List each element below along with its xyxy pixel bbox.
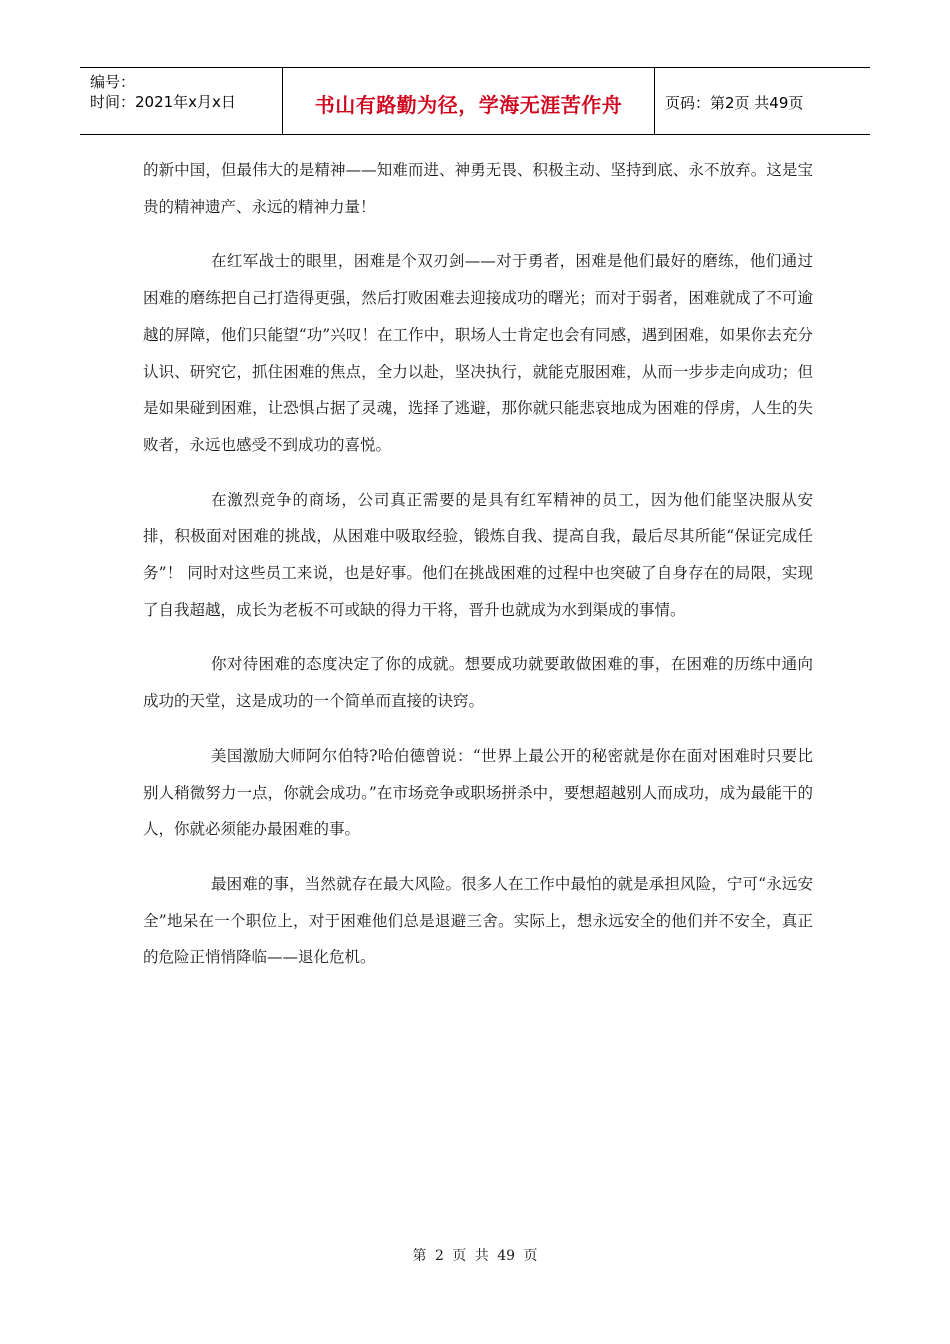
header-motto: 书山有路勤为径，学海无涯苦作舟 [282,68,655,134]
paragraph: 你对待困难的态度决定了你的成就。想要成功就要敢做困难的事，在困难的历练中通向成功的天堂，这是成功的一个简单而直接的诀窍。 [143,655,813,711]
document-number-label: 编号： [90,73,136,91]
document-time-label: 时间：2021年x月x日 [90,93,236,111]
paragraph: 最困难的事，当然就存在最大风险。很多人在工作中最怕的就是承担风险，宁可“永远安全”地呆在一个职位上，对于困难他们总是退避三舍。实际上，想永远安全的他们并不安全，真正的危险正悄悄降临——退化危机。 [143,874,813,967]
page-footer: 第 2 页 共 49 页 [412,1248,538,1264]
document-header [80,67,870,135]
paragraph: 在激烈竞争的商场，公司真正需要的是具有红军精神的员工，因为他们能坚决服从安排，积极面对困难的挑战，从困难中吸取经验，锻炼自我、提高自我，最后尽其所能“保证完成任务”！ 同时对这些员工来说，也是好事。他们在挑战困难的过程中也突破了自身存在的局限，实现了自我超越，成长为老板不可或缺的得力干将，晋升也就成为水到渠成的事情。 [143,490,813,619]
paragraph: 美国激励大师阿尔伯特?哈伯德曾说：“世界上最公开的秘密就是你在面对困难时只要比别人稍微努力一点，你就会成功。”在市场竞争或职场拼杀中，要想超越别人而成功，成为最能干的人，你就必须能办最困难的事。 [143,746,813,839]
header-page-info: 页码：第2页 共49页 [665,93,804,112]
header-meta [80,68,282,134]
document-body [143,152,813,976]
paragraph: 的新中国，但最伟大的是精神——知难而进、神勇无畏、积极主动、坚持到底、永不放弃。这是宝贵的精神遗产、永远的精神力量！ [143,161,813,216]
paragraph: 在红军战士的眼里，困难是个双刃剑——对于勇者，困难是他们最好的磨练，他们通过困难的磨练把自己打造得更强，然后打败困难去迎接成功的曙光；而对于弱者，困难就成了不可逾越的屏障，他们只能望“功”兴叹！在工作中，职场人士肯定也会有同感，遇到困难，如果你去充分认识、研究它，抓住困难的焦点，全力以赴，坚决执行，就能克服困难，从而一步步走向成功；但是如果碰到困难，让恐惧占据了灵魂，选择了逃避，那你就只能悲哀地成为困难的俘虏，人生的失败者，永远也感受不到成功的喜悦。 [143,252,813,454]
